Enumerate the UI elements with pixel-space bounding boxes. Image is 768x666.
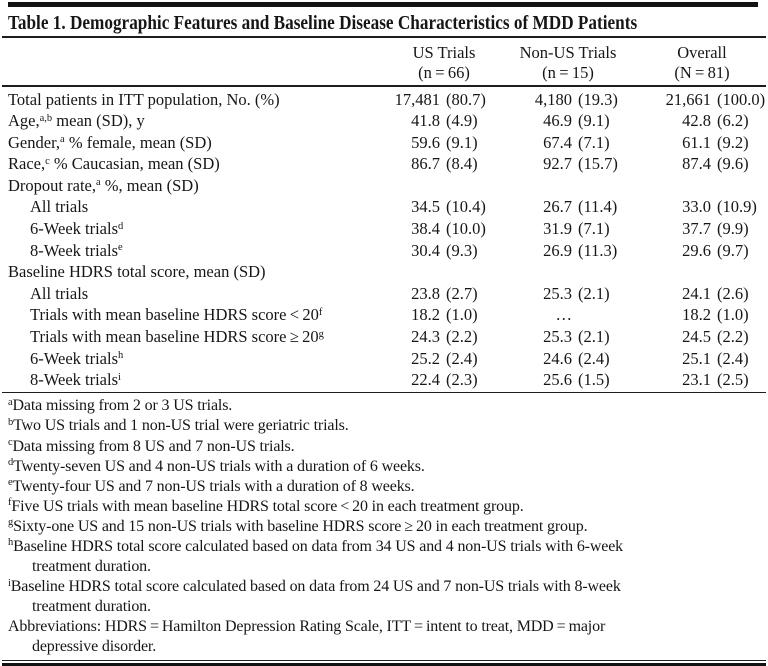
value-cell	[604, 196, 760, 218]
value-sd: (9.9)	[717, 219, 749, 239]
value-mean: 4,180	[534, 89, 572, 109]
row-label: Gender,$^a$ % female, mean (SD)	[8, 132, 212, 152]
value-cell	[480, 348, 610, 370]
footnote-line: $^g$Sixty-one US and 15 non-US trials with baseline HDRS score ≥ 20 in each treatment group.	[8, 517, 588, 535]
value-sd: (9.7)	[717, 240, 749, 260]
value-sd: (8.4)	[446, 154, 478, 174]
value-sd: (100.0)	[717, 89, 766, 109]
value-cell	[604, 110, 760, 132]
value-cell	[604, 283, 760, 305]
footnote-line: $^e$Twenty-four US and 7 non-US trials with a duration of 8 weeks.	[8, 477, 415, 495]
value-sd: (4.9)	[446, 111, 478, 131]
value-cell	[604, 240, 760, 262]
value-mean: 24.3	[411, 327, 440, 347]
value-cell	[368, 132, 480, 154]
value-cell	[368, 89, 486, 111]
value-cell	[480, 175, 604, 197]
footnote-line: $^d$Twenty-seven US and 4 non-US trials with a duration of 6 weeks.	[8, 457, 425, 475]
value-cell	[368, 261, 480, 283]
value-mean	[480, 175, 572, 197]
value-mean: 42.8	[682, 111, 711, 131]
value-sd: (2.6)	[717, 283, 749, 303]
value-cell	[480, 218, 610, 240]
value-sd: (9.2)	[717, 132, 749, 152]
footnote-marker: d	[118, 220, 124, 232]
value-cell	[480, 196, 618, 218]
value-cell	[480, 283, 610, 305]
value-mean: 59.6	[411, 132, 440, 152]
value-mean: 18.2	[411, 305, 440, 325]
value-sd: (10.9)	[717, 197, 757, 217]
value-sd: (9.6)	[717, 154, 749, 174]
row-label: Age,$^{a,b}$ mean (SD), y	[8, 111, 145, 131]
value-mean: 26.7	[543, 197, 572, 217]
value-mean: 61.1	[682, 132, 711, 152]
value-mean	[604, 175, 711, 197]
column-n: (n = 15)	[542, 63, 594, 82]
value-sd: (2.1)	[578, 283, 610, 303]
row-label: Trials with mean baseline HDRS score < $20^f$	[30, 305, 323, 325]
footnote-marker: f	[318, 306, 323, 318]
value-mean: 25.6	[543, 370, 572, 390]
table-row	[8, 283, 760, 305]
row-label: Baseline HDRS total score, mean (SD)	[8, 262, 266, 282]
table-row	[8, 110, 760, 132]
table-row	[8, 218, 760, 240]
value-sd: (2.4)	[717, 348, 749, 368]
footnote-marker: g	[318, 328, 324, 340]
value-cell	[368, 218, 486, 240]
footnote-marker: c	[8, 437, 13, 448]
column-label: Overall	[677, 43, 727, 62]
footnote	[8, 577, 760, 617]
footnote-line: $^a$Data missing from 2 or 3 US trials.	[8, 396, 233, 415]
column-header-text	[624, 43, 768, 83]
value-mean: 87.4	[682, 154, 711, 174]
value-mean: 37.7	[682, 219, 711, 239]
footnote-line-continued: treatment duration.	[32, 598, 151, 616]
value-mean: 25.3	[543, 327, 572, 347]
value-sd: (10.0)	[446, 219, 486, 239]
table-row	[8, 348, 760, 370]
value-cell	[368, 326, 480, 348]
value-mean	[604, 261, 711, 283]
table-row	[8, 261, 760, 283]
footnote-marker: e	[8, 477, 13, 489]
column-label: US Trials	[412, 43, 476, 62]
value-mean: 41.8	[411, 111, 440, 131]
footnote-marker: g	[8, 517, 14, 529]
value-sd: (6.2)	[717, 111, 749, 131]
footnote	[8, 396, 760, 416]
table-row	[8, 132, 760, 154]
value-cell	[480, 369, 610, 391]
value-sd: (2.2)	[446, 327, 478, 347]
column-label: Non-US Trials	[519, 43, 617, 62]
value-cell	[368, 369, 480, 391]
value-cell	[604, 153, 760, 175]
value-mean: 25.2	[411, 348, 440, 368]
footnote	[8, 537, 760, 577]
value-cell	[604, 326, 760, 348]
row-label: Trials with mean baseline HDRS score ≥ $20^g$	[30, 327, 324, 347]
value-cell	[480, 326, 610, 348]
column-header-text	[506, 43, 630, 83]
value-cell	[480, 132, 610, 154]
column-n: (N = 81)	[674, 63, 730, 82]
value-sd: (11.3)	[578, 240, 618, 260]
value-cell	[480, 240, 618, 262]
value-mean: 24.5	[682, 327, 711, 347]
table-row	[8, 326, 760, 348]
row-label: Total patients in ITT population, No. (%)	[8, 89, 280, 109]
table-row	[8, 304, 760, 326]
value-sd: (9.3)	[446, 240, 478, 260]
value-sd: (7.1)	[578, 132, 610, 152]
value-cell	[368, 110, 480, 132]
footnote	[8, 416, 760, 436]
value-mean: 29.6	[682, 240, 711, 260]
footnote-line-continued: depressive disorder.	[32, 638, 157, 656]
table-row	[8, 153, 760, 175]
value-cell	[368, 240, 480, 262]
value-mean: 23.8	[411, 283, 440, 303]
value-sd: (2.1)	[578, 327, 610, 347]
row-label: 8-Week trials$^e$	[30, 240, 123, 260]
footnote-line: $^h$Baseline HDRS total score calculated based on data from 34 US and 4 non-US trials with 6-week	[8, 537, 624, 555]
footnote-marker: b	[8, 416, 14, 428]
table-row	[8, 175, 760, 197]
value-sd: (9.1)	[446, 132, 478, 152]
footnote-line: Abbreviations: HDRS = Hamilton Depression Rating Scale, ITT = intent to treat, MDD = major	[8, 618, 606, 636]
table-title: Table 1. Demographic Features and Baseline Disease Characteristics of MDD Patients	[8, 12, 638, 34]
value-cell	[368, 348, 480, 370]
value-mean: 25.1	[682, 348, 711, 368]
footnote-line: $^f$Five US trials with mean baseline HDRS total score < 20 in each treatment group.	[8, 497, 524, 515]
value-mean: 31.9	[543, 219, 572, 239]
top-rule	[8, 2, 758, 7]
table-row	[8, 240, 760, 262]
row-label: Race,$^c$ % Caucasian, mean (SD)	[8, 154, 220, 174]
footnote-marker: a	[95, 177, 101, 189]
footnotes	[0, 393, 768, 657]
table-row	[8, 89, 766, 111]
row-label: 6-Week trials$^h$	[30, 348, 124, 368]
footnote-marker: h	[118, 350, 124, 362]
footnote	[8, 497, 760, 517]
value-mean: 33.0	[682, 197, 711, 217]
footnote	[8, 437, 760, 457]
footnote-line: $^i$Baseline HDRS total score calculated based on data from 24 US and 7 non-US trials with 8-week	[8, 577, 621, 596]
footnote-marker: a	[60, 134, 65, 146]
value-mean	[368, 261, 440, 283]
value-cell	[368, 196, 486, 218]
footnote-marker: f	[8, 497, 12, 509]
footnote-marker: h	[8, 537, 14, 549]
value-mean: 86.7	[411, 154, 440, 174]
value-mean: 23.1	[682, 370, 711, 390]
value-mean: 46.9	[543, 111, 572, 131]
footnote-marker: e	[118, 242, 123, 254]
value-cell	[604, 369, 760, 391]
value-sd: (1.0)	[446, 305, 478, 325]
footnote-marker: i	[118, 371, 121, 383]
value-sd: (2.3)	[446, 370, 478, 390]
footnote-marker: a	[8, 396, 13, 408]
row-label: 8-Week trials$^i$	[30, 370, 121, 390]
value-sd: (7.1)	[578, 219, 610, 239]
value-cell	[368, 304, 480, 326]
row-label: All trials	[30, 283, 89, 303]
footnote-marker: a,b	[39, 112, 53, 124]
footnote-marker: c	[45, 155, 50, 167]
footnote	[8, 477, 760, 497]
footnote-line: $^b$Two US trials and 1 non-US trial were geriatric trials.	[8, 416, 349, 435]
value-cell	[368, 153, 480, 175]
value-mean: 92.7	[543, 154, 572, 174]
value-cell	[604, 132, 760, 154]
value-cell	[604, 218, 760, 240]
footnote	[8, 457, 760, 477]
value-mean: 24.6	[543, 348, 572, 368]
value-mean	[480, 261, 572, 283]
row-label: 6-Week trials$^d$	[30, 219, 124, 239]
value-mean: 30.4	[411, 240, 440, 260]
value-sd: (11.4)	[578, 197, 618, 217]
value-mean: 26.9	[543, 240, 572, 260]
value-mean: 38.4	[411, 219, 440, 239]
value-cell	[368, 175, 480, 197]
value-cell	[604, 89, 766, 111]
value-cell	[480, 304, 604, 326]
footnote-line: $^c$Data missing from 8 US and 7 non-US trials.	[8, 437, 295, 455]
table-body	[0, 87, 768, 392]
value-sd: (2.4)	[446, 348, 478, 368]
value-cell	[604, 304, 760, 326]
value-sd: (10.4)	[446, 197, 486, 217]
row-label: All trials	[30, 197, 89, 217]
bottom-rule	[2, 660, 766, 666]
value-mean: 67.4	[543, 132, 572, 152]
value-sd: (2.4)	[578, 348, 610, 368]
row-label: Dropout rate,$^a$ %, mean (SD)	[8, 175, 199, 195]
column-n: (n = 66)	[418, 63, 470, 82]
column-headers	[0, 38, 768, 85]
label-column-spacer	[8, 43, 368, 83]
value-mean: 17,481	[394, 89, 440, 109]
value-sd: (9.1)	[578, 111, 610, 131]
value-mean	[368, 175, 440, 197]
value-mean: 24.1	[682, 283, 711, 303]
value-sd: (2.2)	[717, 327, 749, 347]
value-cell	[480, 153, 618, 175]
value-sd: (2.7)	[446, 283, 478, 303]
value-mean: …	[555, 305, 572, 325]
value-cell	[480, 89, 618, 111]
value-sd: (2.5)	[717, 370, 749, 390]
value-sd: (19.3)	[578, 89, 618, 109]
value-mean: 22.4	[411, 370, 440, 390]
value-mean: 25.3	[543, 283, 572, 303]
value-mean: 21,661	[665, 89, 711, 109]
value-cell	[604, 348, 760, 370]
footnote	[8, 517, 760, 537]
footnote	[8, 617, 760, 657]
value-mean: 34.5	[411, 197, 440, 217]
value-cell	[480, 261, 604, 283]
column-header	[604, 43, 760, 83]
value-sd: (80.7)	[446, 89, 486, 109]
value-sd: (15.7)	[578, 154, 618, 174]
value-cell	[480, 110, 610, 132]
column-header-text	[388, 43, 500, 83]
value-cell	[604, 261, 760, 283]
value-sd: (1.0)	[717, 305, 749, 325]
value-cell	[604, 175, 760, 197]
table-row	[8, 369, 760, 391]
column-header	[368, 43, 480, 83]
footnote-marker: d	[8, 457, 14, 469]
footnote-line-continued: treatment duration.	[32, 558, 151, 576]
value-mean: 18.2	[682, 305, 711, 325]
footnote-marker: i	[8, 577, 11, 589]
table-row	[8, 196, 760, 218]
value-sd: (1.5)	[578, 370, 610, 390]
value-cell	[368, 283, 480, 305]
